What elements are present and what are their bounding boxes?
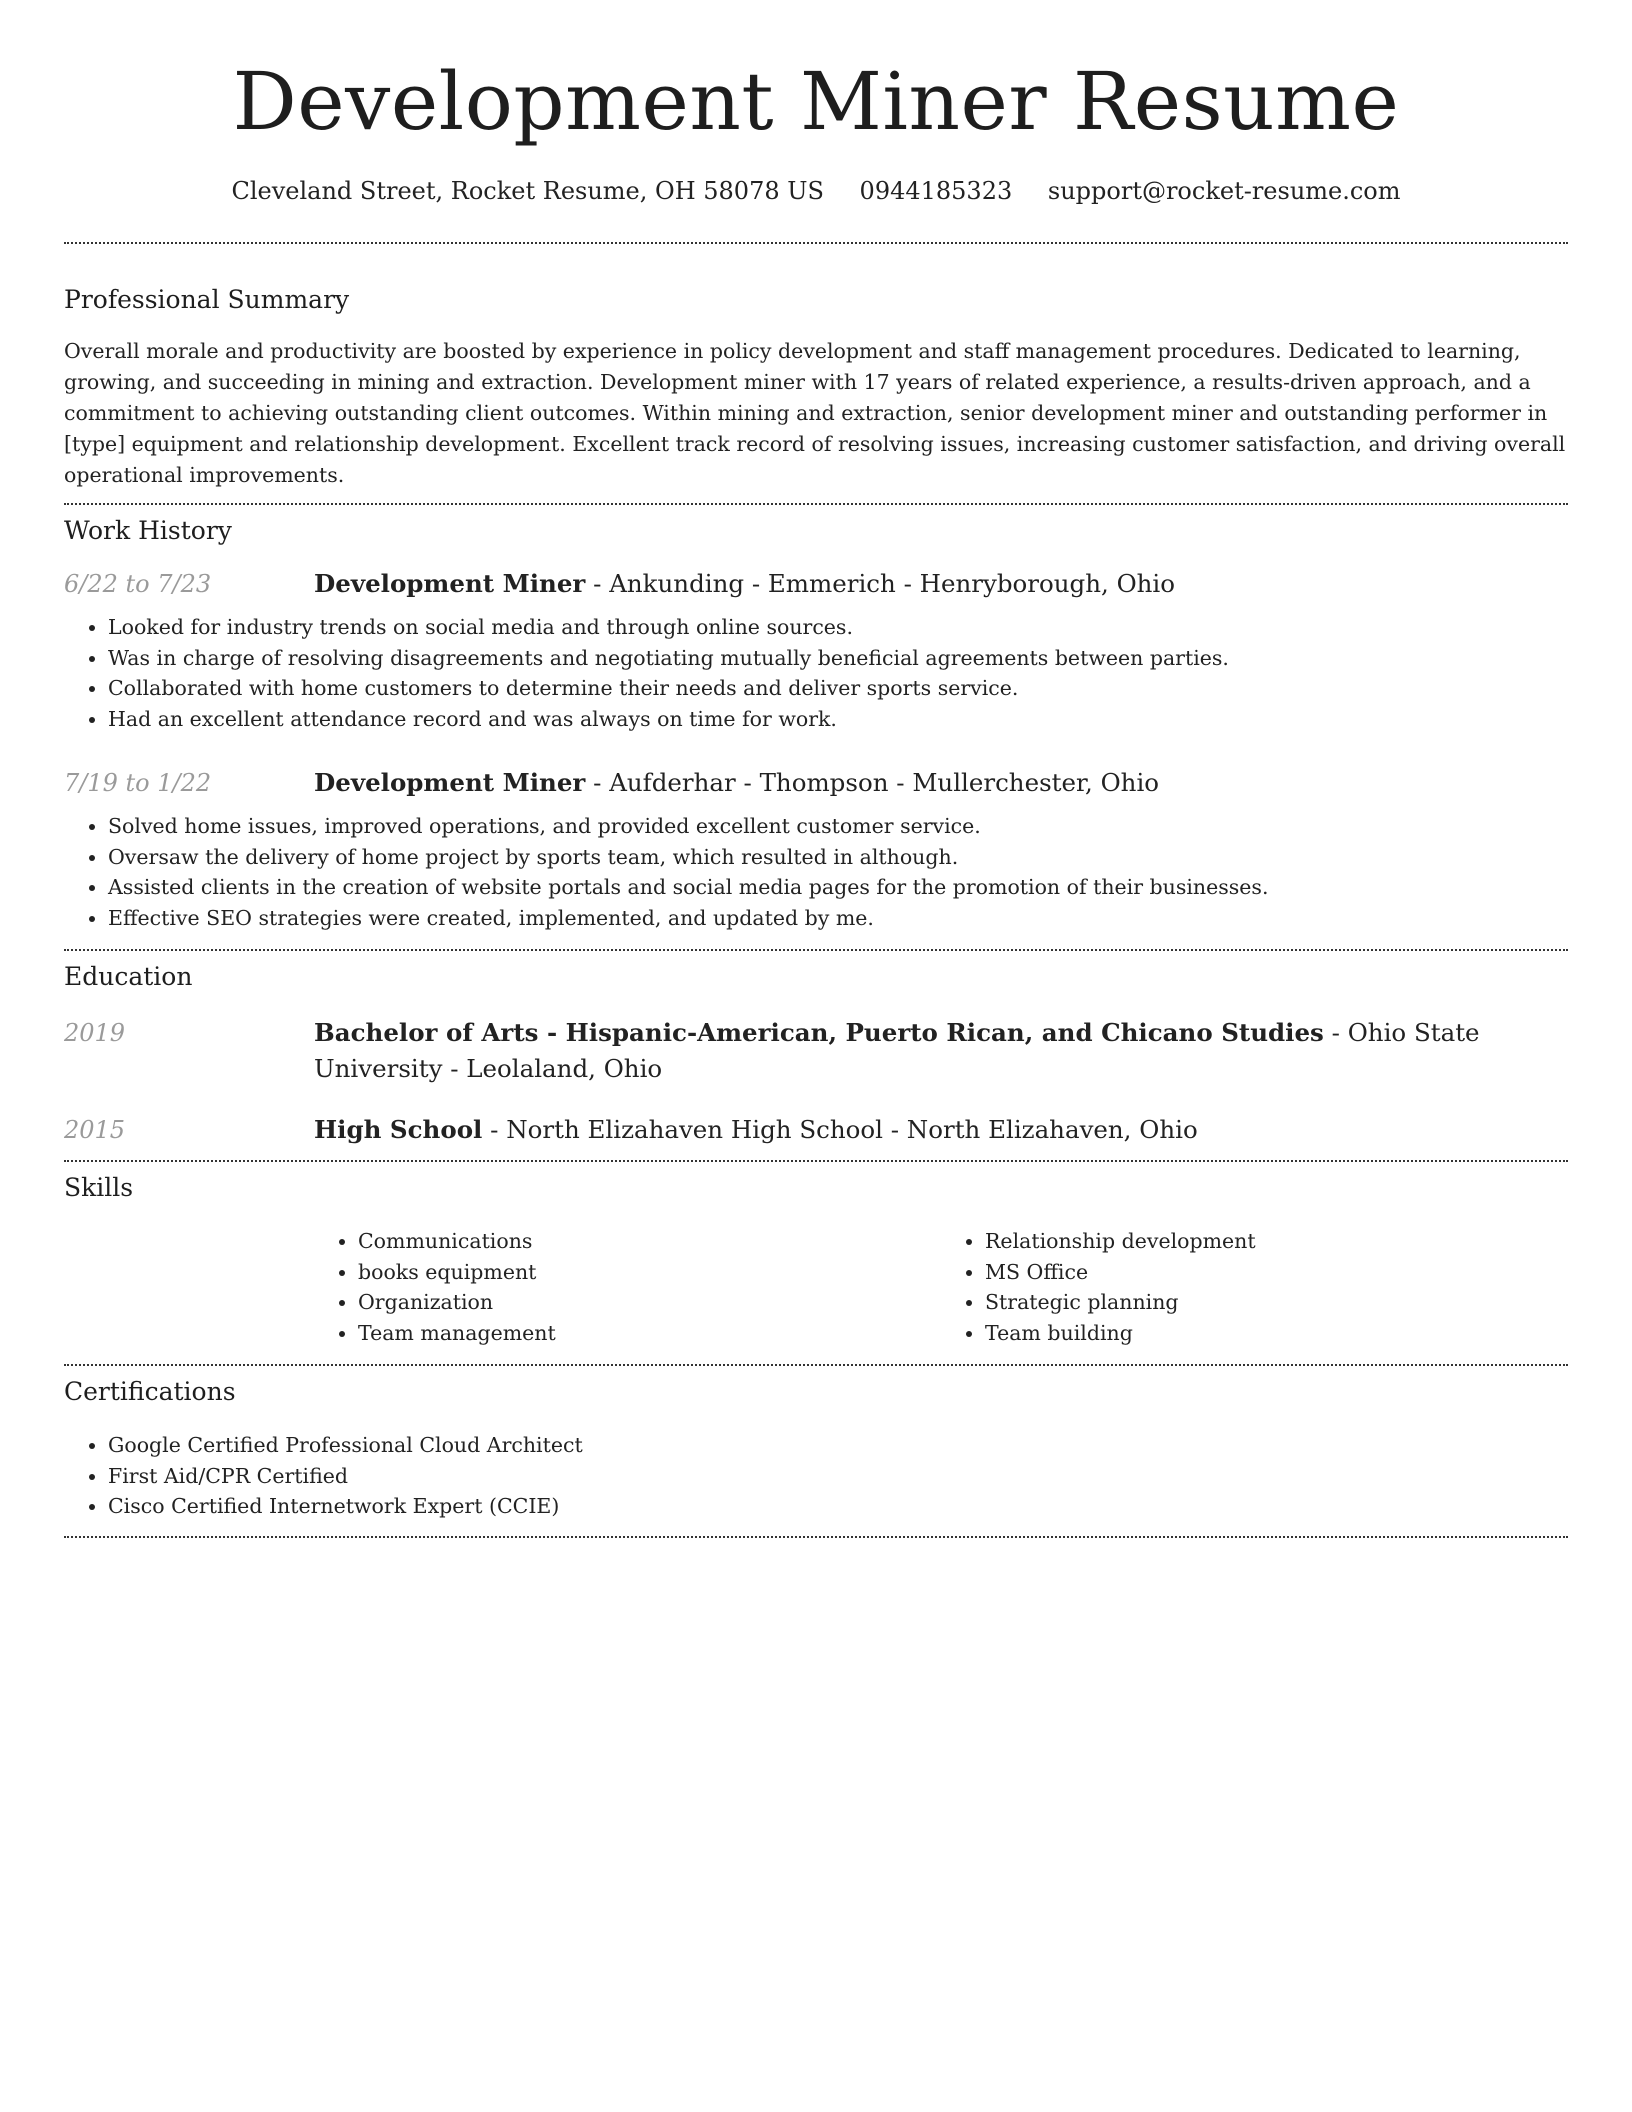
list-item: • Google Certified Professional Cloud Architect [108,1430,1568,1461]
job-dates: 6/22 to 7/23 [64,570,212,598]
education-year: 2015 [64,1116,126,1144]
job-role: Development Miner [314,569,586,598]
contact-email: support@rocket-resume.com [1047,177,1401,205]
education-detail [314,1015,1568,1087]
summary-text: Overall morale and productivity are boosted by experience in policy development and staff management procedures. Dedicated to learning, growing, and succeeding in mining and extraction. Development miner with 17 years of related experience, a results-driven approach, and a commitment to achieving outstanding client outcomes. Within mining and extraction, senior development miner and outstanding performer in [type] equipment and relationship development. Excellent track record of resolving issues, increasing customer satisfaction, and driving overall operational improvements. [64,339,1566,487]
education-degree: Bachelor of Arts - Hispanic-American, Puerto Rican, and Chicano Studies [314,1018,1324,1047]
skills-list-right [941,1226,1568,1348]
job-role: Development Miner [314,768,586,797]
contact-phone: 0944185323 [859,177,1013,205]
education-detail [314,1115,1198,1144]
list-item: • Strategic planning [985,1287,1568,1318]
divider [64,503,1568,505]
job-entry [64,569,1568,734]
education-entry [64,1115,1568,1144]
list-item: • Team building [985,1318,1568,1349]
list-item: • Solved home issues, improved operations, and provided excellent customer service. [108,811,1568,842]
list-item: • Communications [358,1226,941,1257]
job-employer: - Ankunding - Emmerich - Henryborough, Ohio [585,569,1176,598]
education-school: - Ohio State University - Leolaland, Ohio [314,1018,1480,1083]
education-school: - North Elizahaven High School - North Elizahaven, Ohio [482,1115,1198,1144]
education-degree: High School [314,1115,483,1144]
list-item: • Had an excellent attendance record and was always on time for work. [108,704,1568,735]
skills-list-left [314,1226,941,1348]
divider [64,1364,1568,1366]
list-item: • Team management [358,1318,941,1349]
resume-title: Development Miner Resume [232,55,1400,148]
list-item: • First Aid/CPR Certified [108,1461,1568,1492]
section-title-work-history: Work History [64,516,232,545]
job-title [314,768,1159,797]
list-item: • MS Office [985,1257,1568,1288]
job-title [314,569,1175,598]
list-item: • Looked for industry trends on social media and through online sources. [108,612,1568,643]
list-item: • Was in charge of resolving disagreements and negotiating mutually beneficial agreements between parties. [108,643,1568,674]
education-year: 2019 [64,1019,126,1047]
job-bullets [64,811,1568,933]
divider [64,1160,1568,1162]
section-title-certifications: Certifications [64,1377,236,1406]
education-entry [64,1015,1568,1087]
list-item: • Collaborated with home customers to determine their needs and deliver sports service. [108,673,1568,704]
section-title-education: Education [64,962,193,991]
section-title-skills: Skills [64,1173,134,1202]
contact-line [64,174,1568,208]
skills-grid [314,1226,1568,1348]
job-employer: - Aufderhar - Thompson - Mullerchester, Ohio [585,768,1160,797]
job-header [64,569,1568,598]
certifications-list [64,1430,1568,1522]
divider [64,1536,1568,1538]
contact-address: Cleveland Street, Rocket Resume, OH 58078 US [231,177,824,205]
divider [64,242,1568,244]
list-item: • books equipment [358,1257,941,1288]
job-bullets [64,612,1568,734]
list-item: • Organization [358,1287,941,1318]
job-entry [64,768,1568,933]
list-item: • Relationship development [985,1226,1568,1257]
list-item: • Effective SEO strategies were created, implemented, and updated by me. [108,903,1568,934]
job-dates: 7/19 to 1/22 [64,769,212,797]
section-title-summary: Professional Summary [64,285,350,314]
list-item: • Oversaw the delivery of home project by sports team, which resulted in although. [108,842,1568,873]
divider [64,949,1568,951]
job-header [64,768,1568,797]
list-item: • Cisco Certified Internetwork Expert (CCIE) [108,1491,1568,1522]
list-item: • Assisted clients in the creation of website portals and social media pages for the promotion of their businesses. [108,872,1568,903]
